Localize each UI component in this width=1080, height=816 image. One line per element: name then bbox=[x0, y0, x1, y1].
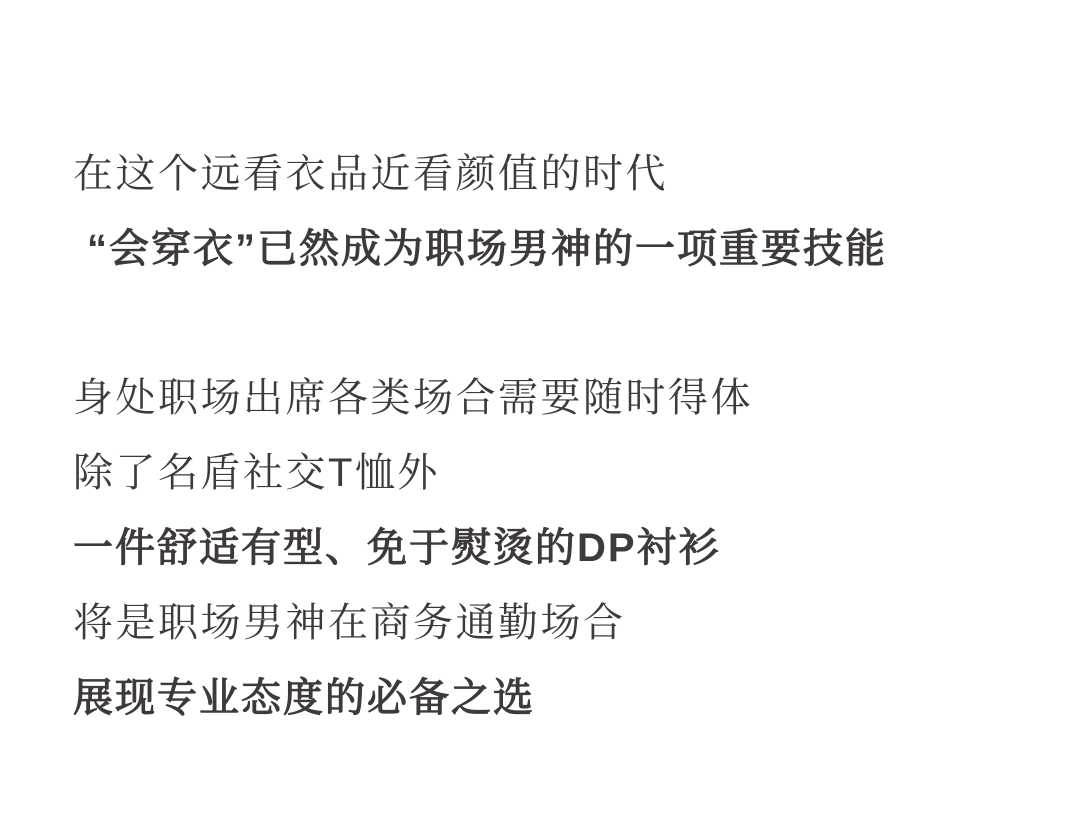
line-besides-tshirt: 除了名盾社交T恤外 bbox=[73, 451, 440, 496]
line-workplace-occasions: 身处职场出席各类场合需要随时得体 bbox=[73, 376, 753, 421]
line-dp-shirt-headline: 一件舒适有型、免于熨烫的DP衬衫 bbox=[73, 525, 721, 570]
line-dressing-skill-headline: “会穿衣”已然成为职场男神的一项重要技能 bbox=[87, 226, 887, 271]
line-business-commute: 将是职场男神在商务通勤场合 bbox=[73, 600, 626, 645]
line-blank-spacer bbox=[73, 287, 1033, 362]
copy-block bbox=[73, 137, 1033, 735]
line-era-statement: 在这个远看衣品近看颜值的时代 bbox=[73, 152, 668, 196]
line-essential-choice-headline: 展现专业态度的必备之选 bbox=[73, 675, 535, 720]
